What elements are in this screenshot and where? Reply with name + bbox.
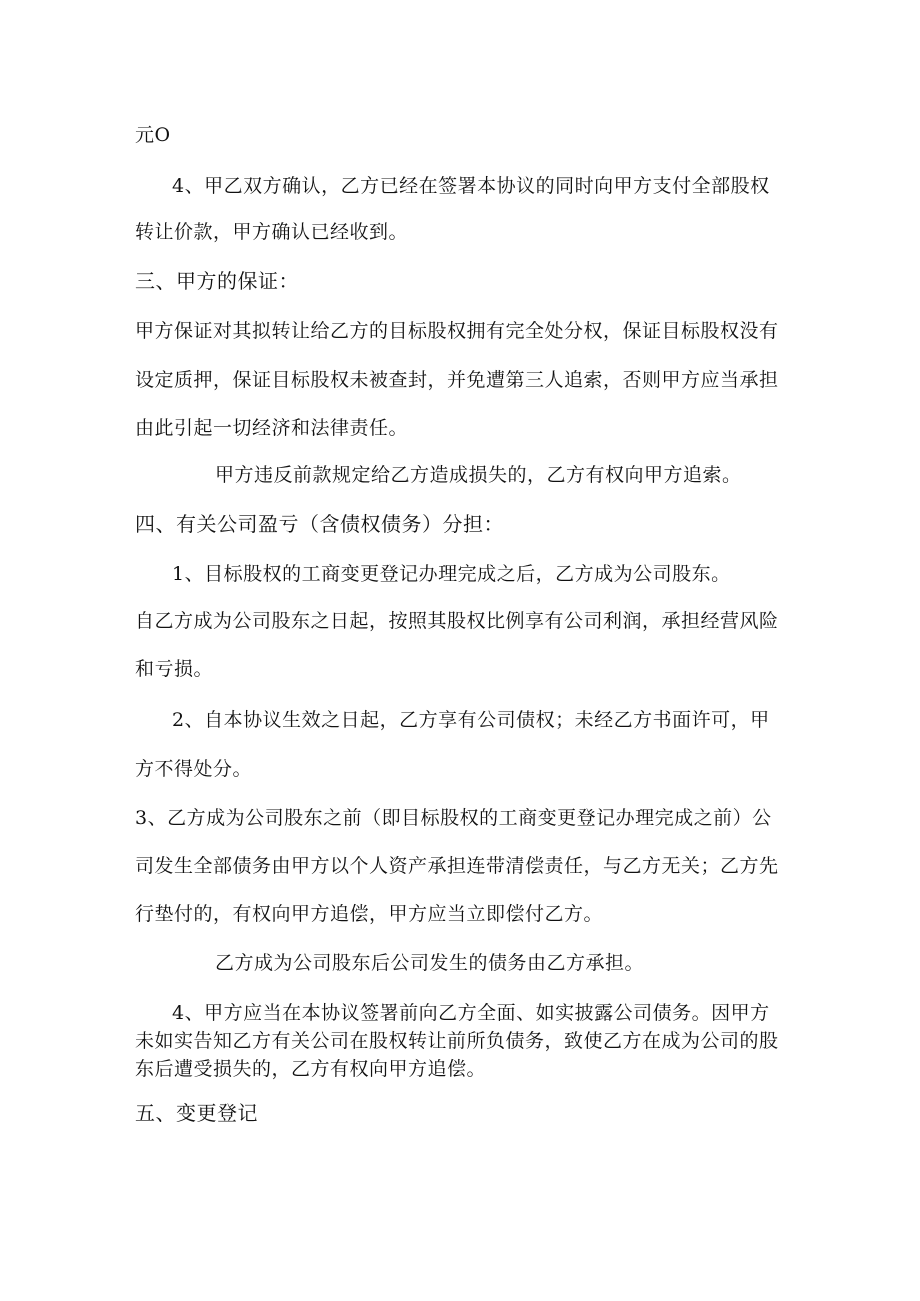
text-line: 未如实告知乙方有关公司在股权转让前所负债务，致使乙方在成为公司的股 bbox=[135, 1030, 779, 1052]
text-line: 2、自本协议生效之日起，乙方享有公司债权；未经乙方书面许可，甲 bbox=[172, 709, 770, 731]
text-line: 行垫付的，有权向甲方追偿，甲方应当立即偿付乙方。 bbox=[135, 903, 604, 925]
section-heading: 四、有关公司盈亏（含债权债务）分担： bbox=[135, 512, 504, 536]
text-line: 由此引起一切经济和法律责任。 bbox=[135, 417, 409, 439]
text-line: 元O bbox=[135, 124, 171, 146]
text-line: 1、目标股权的工商变更登记办理完成之后，乙方成为公司股东。 bbox=[172, 563, 731, 585]
text-line: 3、乙方成为公司股东之前（即目标股权的工商变更登记办理完成之前）公 bbox=[135, 807, 772, 829]
text-line: 自乙方成为公司股东之日起，按照其股权比例享有公司利润，承担经营风险 bbox=[135, 610, 779, 632]
text-line: 设定质押，保证目标股权未被查封，并免遭第三人追索，否则甲方应当承担 bbox=[135, 369, 779, 391]
text-line: 司发生全部债务由甲方以个人资产承担连带清偿责任，与乙方无关；乙方先 bbox=[135, 855, 779, 877]
text-line: 4、甲乙双方确认，乙方已经在签署本协议的同时向甲方支付全部股权 bbox=[172, 175, 770, 197]
text-line: 4、甲方应当在本协议签署前向乙方全面、如实披露公司债务。因甲方 bbox=[172, 1002, 770, 1024]
text-line: 转让价款，甲方确认已经收到。 bbox=[135, 221, 409, 243]
text-line: 东后遭受损失的，乙方有权向甲方追偿。 bbox=[135, 1058, 487, 1080]
text-line: 甲方违反前款规定给乙方造成损失的，乙方有权向甲方追索。 bbox=[215, 464, 742, 486]
text-line: 方不得处分。 bbox=[135, 758, 253, 780]
text-line: 甲方保证对其拟转让给乙方的目标股权拥有完全处分权，保证目标股权没有 bbox=[135, 320, 779, 342]
text-line: 乙方成为公司股东后公司发生的债务由乙方承担。 bbox=[215, 952, 645, 974]
text-line: 和亏损。 bbox=[135, 658, 214, 680]
section-heading: 三、甲方的保证： bbox=[135, 269, 299, 293]
section-heading: 五、变更登记 bbox=[135, 1101, 258, 1125]
